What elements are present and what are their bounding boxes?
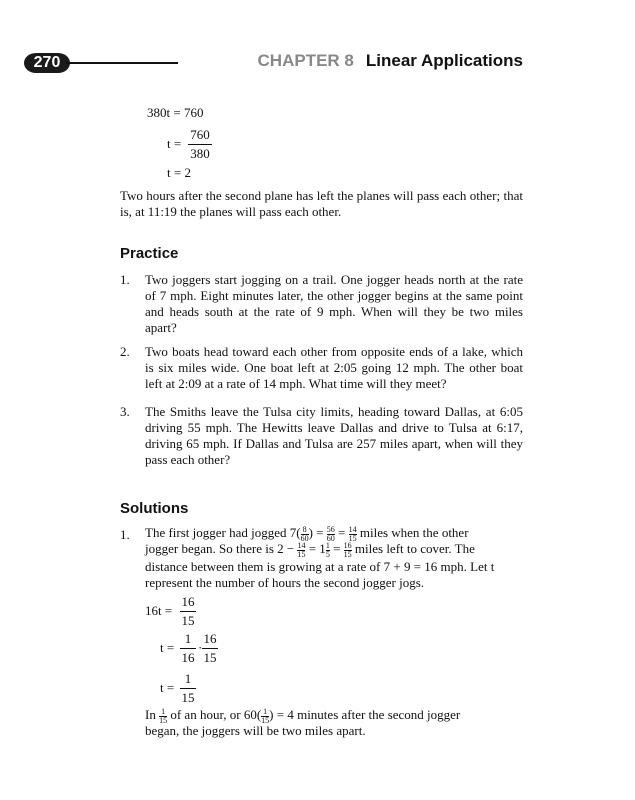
fraction-16-15 — [344, 542, 352, 559]
chapter-title: Linear Applications — [365, 51, 523, 70]
fraction-numerator: 1 — [263, 706, 268, 716]
fraction-bar — [188, 144, 212, 145]
solution-number: 1. — [120, 527, 130, 542]
solutions-heading: Solutions — [120, 500, 189, 517]
item-text: Two boats head toward each other from opposite ends of a lake, which is six miles wide. One boat left at 2:05 going 12 mph. The other boat left at 2:09 at a rate of 14 mph. What time will they meet? — [145, 344, 523, 391]
page-number-badge: 270 — [24, 53, 70, 73]
solution-conclusion-2: began, the joggers will be two miles apart. — [145, 723, 366, 738]
text-span: jogger began. So there is 2 − — [145, 541, 295, 556]
fraction-numerator: 14 — [297, 540, 306, 550]
fraction-denominator: 380 — [190, 146, 210, 161]
fraction-1-5 — [326, 542, 330, 559]
fraction-bar — [180, 648, 196, 649]
fraction-16-15-eq — [180, 594, 196, 629]
multiply-dot: · — [198, 640, 203, 655]
equation-380t: 380t = 760 — [147, 105, 204, 120]
text-span: ) = 4 minutes after the second jogger — [269, 707, 461, 722]
fraction-1-15-inline-b — [261, 708, 269, 725]
text-span: ) = — [308, 525, 324, 540]
practice-item-3 — [120, 404, 523, 468]
fraction-denominator: 15 — [181, 690, 195, 705]
intro-conclusion: Two hours after the second plane has left the planes will pass each other; that is, at 11:19 the planes will pass each other. — [120, 188, 523, 219]
fraction-numerator: 14 — [348, 524, 357, 534]
equation-16t-lhs: 16t = — [145, 603, 173, 618]
solution-conclusion-1 — [145, 707, 460, 725]
header-rule — [66, 62, 178, 64]
fraction-denominator: 15 — [348, 533, 357, 543]
text-span: miles left to cover. The — [354, 541, 475, 556]
equation-t-equals-2: t = 2 — [167, 165, 191, 180]
fraction-numerator: 8 — [302, 524, 307, 534]
text-span: of an hour, or 60( — [170, 707, 262, 722]
practice-item-1 — [120, 272, 523, 336]
fraction-numerator: 16 — [181, 594, 195, 609]
fraction-bar — [180, 611, 196, 612]
fraction-numerator: 56 — [326, 524, 335, 534]
fraction-760-380 — [188, 127, 212, 162]
fraction-16-15-b — [202, 631, 218, 666]
item-number: 3. — [120, 404, 130, 419]
fraction-1-15 — [180, 671, 196, 706]
text-span: = 1 — [308, 541, 326, 556]
solution-line-4: represent the number of hours the second jogger jogs. — [145, 575, 425, 590]
fraction-numerator: 1 — [184, 631, 192, 646]
solution-line-3: distance between them is growing at a rate of 7 + 9 = 16 mph. Let t — [145, 559, 495, 574]
equation-t-lhs-c: t = — [160, 680, 175, 695]
fraction-denominator: 15 — [181, 613, 195, 628]
item-text: The Smiths leave the Tulsa city limits, heading toward Dallas, at 6:05 driving 55 mph. The Hewitts leave Dallas and drive to Tulsa at 6:17, driving 65 mph. If Dallas and Tulsa are 257 miles apart, when will they pass each other? — [145, 404, 523, 467]
fraction-denominator: 15 — [261, 715, 270, 725]
fraction-numerator: 1 — [161, 706, 166, 716]
fraction-numerator: 1 — [325, 540, 330, 550]
text-span: The first jogger had jogged 7( — [145, 525, 301, 540]
fraction-numerator: 16 — [343, 540, 352, 550]
practice-item-2 — [120, 344, 523, 392]
fraction-numerator: 16 — [203, 631, 217, 646]
solution-line-1 — [145, 525, 469, 543]
chapter-header — [258, 51, 523, 71]
fraction-denominator: 15 — [159, 715, 168, 725]
item-number: 1. — [120, 272, 130, 287]
fraction-bar — [202, 648, 218, 649]
text-span: miles when the other — [359, 525, 469, 540]
chapter-number: CHAPTER 8 — [257, 51, 354, 70]
fraction-numerator: 1 — [184, 671, 192, 686]
solution-line-2 — [145, 541, 475, 559]
text-span: In — [145, 707, 156, 722]
fraction-denominator: 60 — [326, 533, 335, 543]
practice-heading: Practice — [120, 245, 179, 262]
text-span: = — [338, 525, 346, 540]
equation-t-lhs: t = — [167, 136, 182, 151]
fraction-1-16 — [180, 631, 196, 666]
fraction-denominator: 5 — [325, 549, 330, 559]
fraction-14-15b — [297, 542, 305, 559]
fraction-denominator: 15 — [297, 549, 306, 559]
item-number: 2. — [120, 344, 130, 359]
fraction-denominator: 60 — [300, 533, 309, 543]
equation-t-lhs-b: t = — [160, 640, 175, 655]
fraction-1-15-inline — [159, 708, 167, 725]
fraction-denominator: 16 — [181, 650, 195, 665]
fraction-bar — [180, 688, 196, 689]
fraction-denominator: 15 — [343, 549, 352, 559]
text-span: = — [333, 541, 341, 556]
item-text: Two joggers start jogging on a trail. One jogger heads north at the rate of 7 mph. Eight minutes later, the other jogger begins at the same point and heads south at the rate of 9 mph. When will they be two miles apart? — [145, 272, 523, 335]
fraction-numerator: 760 — [190, 127, 210, 142]
fraction-denominator: 15 — [203, 650, 217, 665]
